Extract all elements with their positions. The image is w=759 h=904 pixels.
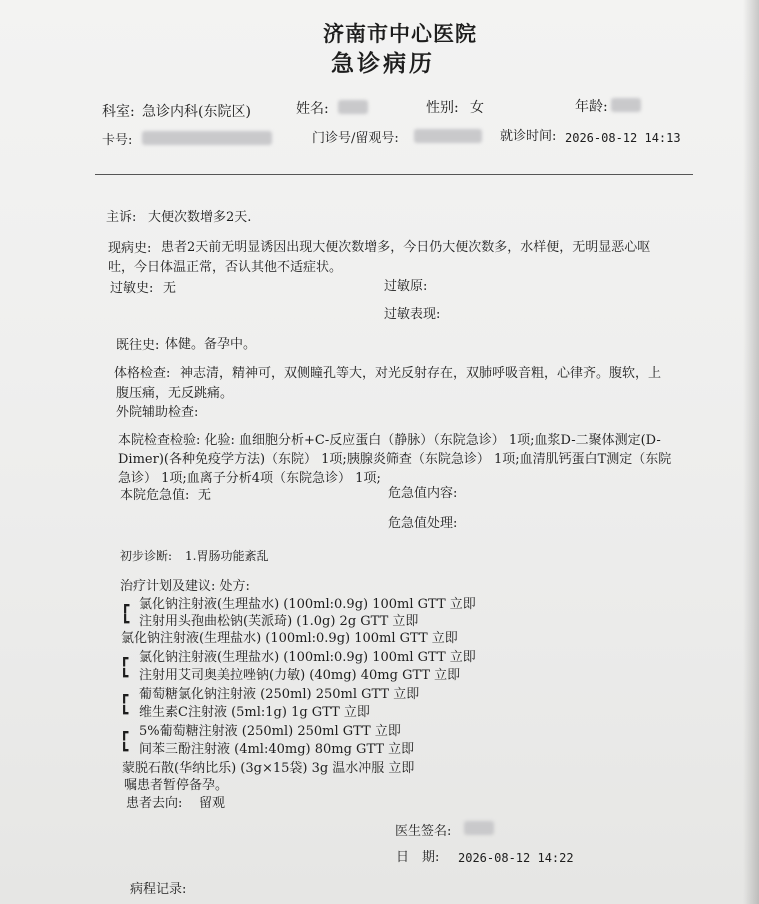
critical-content-label: 危急值内容: — [388, 486, 458, 501]
order-item: 氯化钠注射液(生理盐水) (100ml:0.9g) 100ml GTT 立即 — [139, 650, 476, 665]
allergy-symptom-label: 过敏表现: — [384, 307, 441, 322]
department-value: 急诊内科(东院区) — [142, 104, 251, 120]
present-illness-line-1: 患者2天前无明显诱因出现大便次数增多，今日仍大便次数多，水样便，无明显恶心呕 — [161, 240, 651, 255]
order-item: 注射用头孢曲松钠(芙派琦) (1.0g) 2g GTT 立即 — [139, 614, 419, 629]
physical-exam-label: 体格检查: — [114, 366, 171, 381]
order-item: 维生素C注射液 (5ml:1g) 1g GTT 立即 — [139, 705, 370, 720]
order-item: 氯化钠注射液(生理盐水) (100ml:0.9g) 100ml GTT 立即 — [139, 597, 476, 612]
order-bracket: ┏ — [121, 598, 130, 614]
present-illness-line-2: 吐，今日体温正常，否认其他不适症状。 — [108, 260, 343, 275]
patient-destination-label: 患者去向: — [126, 796, 183, 811]
redacted-card-number — [142, 131, 272, 145]
visit-time-label: 就诊时间: — [500, 129, 557, 144]
order-bracket: ┗ — [121, 615, 130, 631]
card-label: 卡号: — [102, 133, 133, 148]
order-bracket: ┗ — [120, 743, 129, 759]
order-bracket: ┏ — [120, 688, 129, 704]
redacted-name — [338, 100, 368, 114]
page-edge-shadow — [743, 0, 759, 904]
advice-text: 嘱患者暂停备孕。 — [124, 778, 229, 793]
header-divider — [95, 174, 693, 175]
gender-value: 女 — [470, 100, 484, 116]
gender-label: 性别: — [426, 100, 459, 116]
date-value: 2026-08-12 14:22 — [458, 851, 574, 865]
progress-record-label: 病程记录: — [130, 882, 187, 897]
lab-line-3: 急诊） 1项;血离子分析4项（东院急诊） 1项; — [118, 471, 381, 486]
past-history-label: 既往史: — [116, 338, 160, 353]
treatment-plan-label: 治疗计划及建议: 处方: — [120, 579, 250, 594]
redacted-doctor-signature — [464, 821, 494, 835]
critical-handling-label: 危急值处理: — [388, 516, 458, 531]
date-label: 日 期: — [396, 850, 440, 865]
chief-complaint-text: 大便次数增多2天. — [148, 210, 252, 225]
order-bracket: ┗ — [120, 669, 129, 685]
allergy-history-label: 过敏史: — [110, 281, 154, 296]
order-bracket: ┗ — [120, 706, 129, 722]
order-item: 注射用艾司奥美拉唑钠(力敏) (40mg) 40mg GTT 立即 — [139, 668, 461, 683]
document-title: 急诊病历 — [331, 50, 435, 77]
diagnosis-text: 1.胃肠功能紊乱 — [185, 549, 269, 563]
order-bracket: ┏ — [120, 725, 129, 741]
allergy-history-value: 无 — [163, 281, 177, 296]
critical-value: 无 — [198, 488, 212, 503]
lab-line-1: 本院检查检验: 化验: 血细胞分析+C-反应蛋白（静脉）（东院急诊） 1项;血浆D-二聚体测定(D- — [118, 433, 661, 448]
redacted-age — [611, 98, 641, 112]
chief-complaint-label: 主诉: — [106, 210, 137, 225]
physical-exam-line-1: 神志清，精神可，双侧瞳孔等大，对光反射存在，双肺呼吸音粗，心律齐。腹软，上 — [180, 366, 662, 381]
redacted-visit-number — [414, 129, 482, 143]
doctor-signature-label: 医生签名: — [395, 824, 452, 839]
order-item: 5%葡萄糖注射液 (250ml) 250ml GTT 立即 — [139, 724, 401, 739]
outside-aux-exam-label: 外院辅助检查: — [116, 405, 199, 420]
order-item: 间苯三酚注射液 (4ml:40mg) 80mg GTT 立即 — [139, 742, 415, 757]
order-item: 氯化钠注射液(生理盐水) (100ml:0.9g) 100ml GTT 立即 — [121, 631, 458, 646]
age-label: 年龄: — [575, 99, 608, 115]
order-item: 葡萄糖氯化钠注射液 (250ml) 250ml GTT 立即 — [139, 687, 420, 702]
past-history-text: 体健。备孕中。 — [165, 337, 257, 352]
critical-value-label: 本院危急值: — [120, 488, 190, 503]
diagnosis-label: 初步诊断: — [120, 549, 173, 563]
lab-line-2: Dimer)(各种免疫学方法)（东院） 1项;胰腺炎筛查（东院急诊） 1项;血清肌钙蛋白T测定（东院 — [118, 452, 672, 467]
visit-time-value: 2026-08-12 14:13 — [565, 131, 681, 145]
order-item: 蒙脱石散(华纳比乐) (3g×15袋) 3g 温水冲服 立即 — [122, 761, 415, 776]
physical-exam-line-2: 腹压痛，无反跳痛。 — [116, 386, 234, 401]
allergen-label: 过敏原: — [384, 279, 428, 294]
present-illness-label: 现病史: — [108, 241, 152, 256]
order-bracket: ┏ — [120, 651, 129, 667]
patient-destination-value: 留观 — [199, 796, 226, 811]
name-label: 姓名: — [296, 101, 329, 117]
hospital-name: 济南市中心医院 — [323, 21, 477, 46]
department-label: 科室: — [102, 104, 135, 120]
visit-number-label: 门诊号/留观号: — [312, 131, 399, 146]
